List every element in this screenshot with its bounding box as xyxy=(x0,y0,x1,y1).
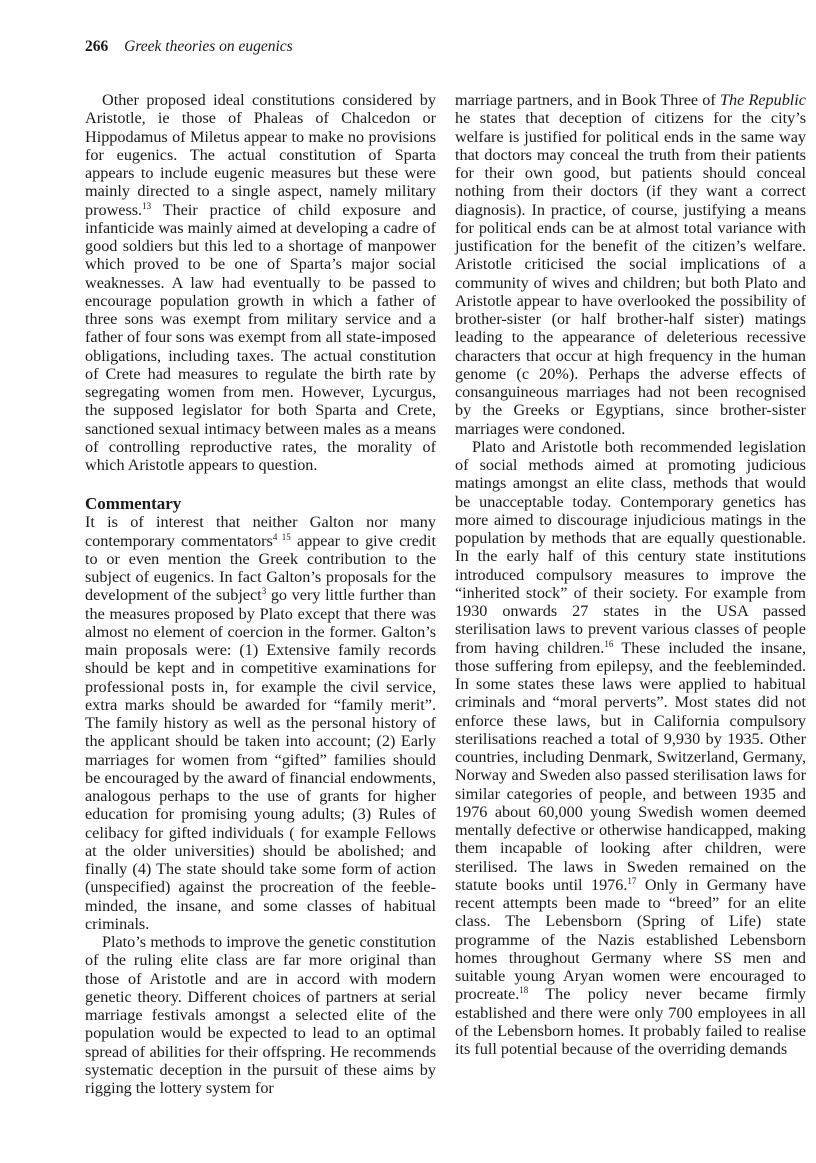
paragraph-other-constitutions xyxy=(85,91,436,474)
reference-4-15[interactable]: 4 15 xyxy=(272,531,291,542)
right-column xyxy=(455,91,806,1058)
running-title: Greek theories on eugenics xyxy=(124,38,293,55)
running-head xyxy=(85,38,293,56)
section-heading-commentary: Commentary xyxy=(85,494,182,514)
paragraph-legislation xyxy=(455,438,806,1059)
book-title-republic: The Republic xyxy=(719,91,806,109)
reference-16[interactable]: 16 xyxy=(604,638,614,649)
paragraph-galton xyxy=(85,513,436,933)
text: Plato and Aristotle both recommended legislation of social methods aimed at promoting judicious matings amongst an elite class, methods that would be unacceptable today. Contemporary genetics has more aimed to discourage injudicious matings in the population by methods that are equally questionable. In the early half of this century state institutions introduced compulsory measures to improve the “inherited stock” of their society. For example from 1930 onwards 27 states in the USA passed sterilisation laws to prevent various classes of people from having children. xyxy=(455,437,806,657)
reference-18[interactable]: 18 xyxy=(519,985,529,996)
paragraph-plato-methods: Plato’s methods to improve the genetic constitution of the ruling elite class are far more original than those of Aristotle and are in accord with modern genetic theory. Different choices of partners at serial marriage festivals amongst a selected elite of the population would be expected to lead to an optimal spread of abilities for their offspring. He recommends systematic deception in the pursuit of these aims by rigging the lottery system for xyxy=(85,933,436,1097)
text: Other proposed ideal constitutions considered by Aristotle, ie those of Phaleas of Chalcedon or Hippodamus of Miletus appear to make no provisions for eugenics. The actual constitution of Sparta appears to include eugenic measures but these were mainly directed to a single aspect, namely military prowess. xyxy=(85,91,436,219)
text: Their practice of child exposure and infanticide was mainly aimed at developing a cadre of good soldiers but this led to a shortage of manpower which proved to be one of Sparta’s major social weaknesses. A law had eventually to be passed to encourage population growth in which a father of three sons was exempt from military service and a father of four sons was exempt from all state-imposed obligations, including taxes. The actual constitution of Crete had measures to regulate the birth rate by segregating women from men. However, Lycurgus, the supposed legislator for both Sparta and Crete, sanctioned sexual intimacy between males as a means of controlling reproductive rates, the morality of which Aristotle appears to question. xyxy=(85,200,436,474)
paragraph-republic xyxy=(455,91,806,438)
reference-13[interactable]: 13 xyxy=(142,200,152,211)
text: marriage partners, and in Book Three of xyxy=(455,91,720,109)
text: Only in Germany have recent attempts been made to “breed” for an elite class. The Lebensborn (Spring of Life) state programme of the Nazis established Lebensborn homes throughout Germany where SS men and suitable young Aryan women were encouraged to procreate. xyxy=(455,875,806,1004)
reference-3[interactable]: 3 xyxy=(261,586,267,597)
text: The policy never became firmly established and there were only 700 employees in all of the Lebensborn homes. It probably failed to realise its full potential because of the overriding demands xyxy=(455,985,806,1058)
reference-17[interactable]: 17 xyxy=(627,875,637,886)
page-number: 266 xyxy=(85,38,109,55)
text: It is of interest that neither Galton nor many contemporary commentators xyxy=(85,513,436,550)
text: he states that deception of citizens for the city’s welfare is justified for political ends in the same way that doctors may conceal the truth from their patients for their own good, but patients should conceal nothing from their doctors (if they want a correct diagnosis). In practice, of course, justifying a means for political ends can be at almost total variance with justification for the benefit of the citizen’s welfare. Aristotle criticised the social implications of a community of wives and children; but both Plato and Aristotle appear to have overlooked the possibility of brother-sister (or half brother-half sister) matings leading to the appearance of deleterious recessive characters that occur at high frequency in the human genome (c 20%). Perhaps the adverse effects of consanguineous marriages had not been recognised by the Greeks or Egyptians, since brother-sister marriages were condoned. xyxy=(455,109,806,438)
left-column xyxy=(85,91,436,1097)
text: appear to give credit to or even mention the Greek contribution to the subject of eugenics. In fact Galton’s proposals for the development of the subject xyxy=(85,531,436,605)
text: go very little further than the measures proposed by Plato except that there was almost no element of coercion in the former. Galton’s main proposals were: (1) Extensive family records should be kept and in competitive examinations for professional posts in, for example the civil service, extra marks should be awarded for “family merit”. The family history as well as the personal history of the applicant should be taken into account; (2) Early marriages for women from “gifted” families should be encouraged by the award of financial endowments, analogous perhaps to the use of grants for higher education for promising young adults; (3) Rules of celibacy for gifted individuals ( for example Fellows at the older universities) should be abolished; and finally (4) The state should take some form of action (unspecified) against the procreation of the feeble-minded, the insane, and some classes of habitual criminals. xyxy=(85,586,436,933)
text: These included the insane, those suffering from epilepsy, and the feebleminded. In some states these laws were applied to habitual criminals and “moral perverts”. Most states did not enforce these laws, but in California compulsory sterilisations reached a total of 9,930 by 1935. Other countries, including Denmark, Switzerland, Germany, Norway and Sweden also passed sterilisation laws for similar categories of people, and between 1935 and 1976 about 60,000 young Swedish women deemed mentally defective or otherwise handicapped, making them incapable of looking after children, were sterilised. The laws in Sweden remained on the statute books until 1976. xyxy=(455,638,806,894)
